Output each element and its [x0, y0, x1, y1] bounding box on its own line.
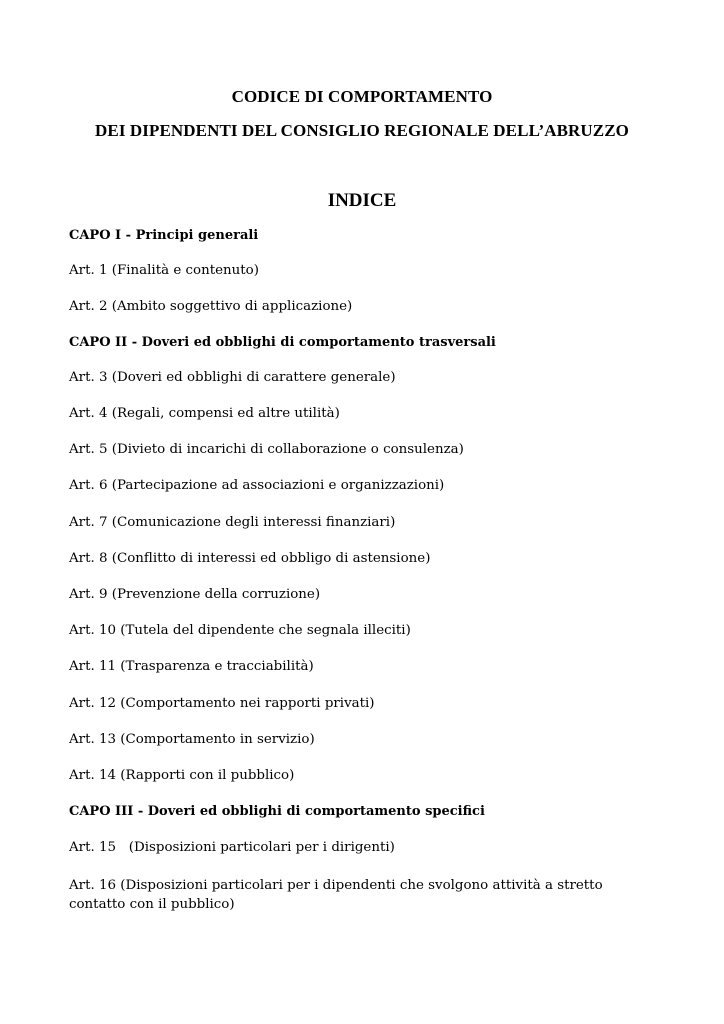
toc-capo-heading: CAPO II - Doveri ed obblighi di comportamento trasversali	[69, 335, 496, 350]
toc-capo-heading: CAPO I - Principi generali	[69, 228, 259, 243]
toc-article-entry: Art. 3 (Doveri ed obblighi di carattere generale)	[69, 370, 396, 385]
toc-article-entry: Art. 7 (Comunicazione degli interessi finanziari)	[69, 515, 396, 530]
toc-article-entry: Art. 5 (Divieto di incarichi di collaborazione o consulenza)	[69, 442, 464, 457]
toc-article-entry: Art. 16 (Disposizioni particolari per i dipendenti che svolgono attività a stretto contatto con il pubblico)	[69, 878, 603, 912]
toc-article-entry: Art. 14 (Rapporti con il pubblico)	[69, 768, 295, 783]
toc-article-entry: Art. 1 (Finalità e contenuto)	[69, 263, 259, 278]
toc-article-entry: Art. 13 (Comportamento in servizio)	[69, 732, 315, 747]
toc-article-entry: Art. 8 (Conflitto di interessi ed obbligo di astensione)	[69, 551, 431, 566]
toc-article-entry: Art. 12 (Comportamento nei rapporti privati)	[69, 696, 375, 711]
document-title-line-1: CODICE DI COMPORTAMENTO	[231, 87, 493, 106]
toc-capo-heading: CAPO III - Doveri ed obblighi di comportamento specifici	[69, 804, 485, 819]
toc-article-entry: Art. 10 (Tutela del dipendente che segnala illeciti)	[69, 623, 411, 638]
toc-article-entry: Art. 9 (Prevenzione della corruzione)	[69, 587, 321, 602]
toc-article-entry: Art. 11 (Trasparenza e tracciabilità)	[69, 659, 314, 674]
document-title-line-2: DEI DIPENDENTI DEL CONSIGLIO REGIONALE DELL’ABRUZZO	[95, 121, 629, 140]
toc-article-entry: Art. 4 (Regali, compensi ed altre utilità)	[69, 406, 340, 421]
toc-article-entry: Art. 6 (Partecipazione ad associazioni e organizzazioni)	[69, 478, 445, 493]
toc-article-entry: Art. 2 (Ambito soggettivo di applicazione)	[69, 299, 353, 314]
toc-article-entry: Art. 15 (Disposizioni particolari per i dirigenti)	[69, 840, 395, 855]
index-heading: INDICE	[327, 190, 397, 211]
